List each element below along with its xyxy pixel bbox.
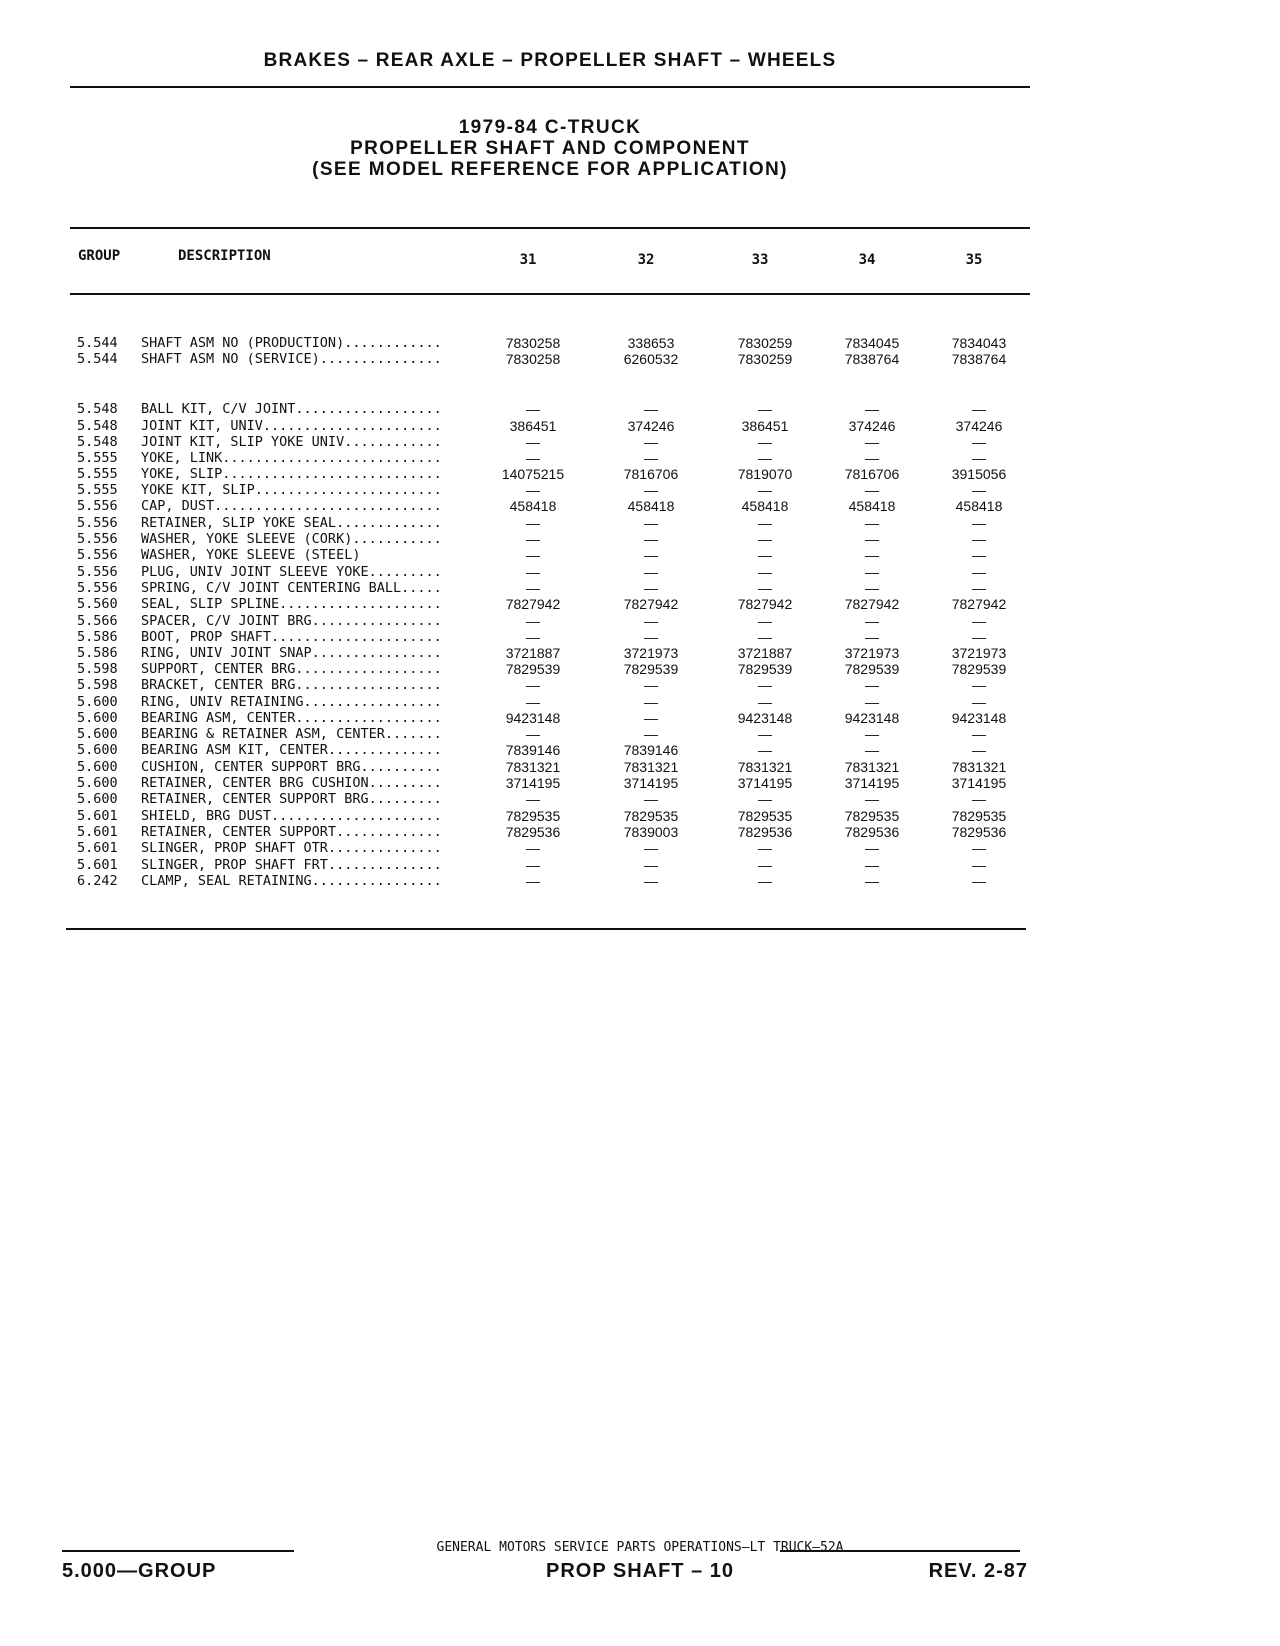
part-number-col-33: 7829539 [737,661,793,677]
part-number-col-34: 374246 [848,418,896,434]
part-number-col-35: — [972,726,986,742]
part-number-col-32: — [644,791,658,807]
group-number: 5.586 [77,645,118,661]
part-description: RING, UNIV RETAINING................. [141,694,442,710]
part-number-col-31: 3721887 [505,645,561,661]
column-header-31: 31 [519,252,537,268]
group-number: 5.556 [77,515,118,531]
part-description: RETAINER, CENTER SUPPORT BRG......... [141,791,442,807]
part-description: SHIELD, BRG DUST..................... [141,808,442,824]
group-number: 5.544 [77,335,118,351]
footer-group-label: 5.000—GROUP [62,1560,217,1582]
part-number-col-32: 7816706 [623,466,679,482]
table-row [0,775,1280,792]
part-number-col-35: 458418 [955,498,1003,514]
table-row [0,824,1280,841]
table-row [0,547,1280,564]
part-description: RETAINER, CENTER BRG CUSHION......... [141,775,442,791]
part-description: JOINT KIT, UNIV...................... [141,418,442,434]
part-number-col-33: — [758,694,772,710]
part-number-col-34: 7834045 [844,335,900,351]
table-row [0,645,1280,662]
part-number-col-34: — [865,742,879,758]
table-row [0,742,1280,759]
part-number-col-34: 7816706 [844,466,900,482]
part-number-col-32: 7829539 [623,661,679,677]
group-number: 5.555 [77,466,118,482]
group-number: 5.566 [77,613,118,629]
footer-publisher-line: GENERAL MOTORS SERVICE PARTS OPERATIONS—LT TRUCK—52A [436,1540,844,1555]
table-row [0,418,1280,435]
part-number-col-32: — [644,710,658,726]
part-number-col-34: 7829539 [844,661,900,677]
part-number-col-33: 7829535 [737,808,793,824]
table-row [0,661,1280,678]
table-row [0,759,1280,776]
part-number-col-32: 374246 [627,418,675,434]
part-number-col-31: 14075215 [501,466,565,482]
part-number-col-35: 7829539 [951,661,1007,677]
part-description: BALL KIT, C/V JOINT.................. [141,401,442,417]
part-number-col-31: — [526,515,540,531]
part-number-col-35: 7831321 [951,759,1007,775]
part-number-col-32: — [644,515,658,531]
part-number-col-32: — [644,840,658,856]
part-number-col-31: 7830258 [505,335,561,351]
part-number-col-31: — [526,564,540,580]
part-number-col-32: — [644,531,658,547]
part-description: SUPPORT, CENTER BRG.................. [141,661,442,677]
part-number-col-32: — [644,629,658,645]
part-number-col-35: — [972,401,986,417]
group-number: 5.556 [77,531,118,547]
part-number-col-33: — [758,840,772,856]
part-number-col-31: 3714195 [505,775,561,791]
part-number-col-32: — [644,677,658,693]
part-description: BEARING ASM, CENTER.................. [141,710,442,726]
part-number-col-31: 7830258 [505,351,561,367]
group-number: 5.601 [77,824,118,840]
part-number-col-31: — [526,677,540,693]
table-row [0,694,1280,711]
part-number-col-32: — [644,694,658,710]
part-number-col-34: — [865,515,879,531]
part-description: YOKE KIT, SLIP....................... [141,482,442,498]
table-row [0,677,1280,694]
title-line-3: (SEE MODEL REFERENCE FOR APPLICATION) [312,159,788,180]
column-header-35: 35 [965,252,983,268]
part-number-col-35: 7829536 [951,824,1007,840]
part-number-col-33: 7827942 [737,596,793,612]
table-row [0,710,1280,727]
column-header-32: 32 [637,252,655,268]
part-number-col-35: — [972,677,986,693]
table-row [0,580,1280,597]
part-number-col-35: 7838764 [951,351,1007,367]
part-number-col-32: — [644,450,658,466]
table-row [0,498,1280,515]
part-number-col-31: 7831321 [505,759,561,775]
part-description: WASHER, YOKE SLEEVE (STEEL) [141,547,361,563]
part-number-col-35: — [972,873,986,889]
table-row [0,726,1280,743]
part-number-col-31: — [526,482,540,498]
group-number: 5.600 [77,694,118,710]
part-number-col-34: — [865,613,879,629]
table-row [0,434,1280,451]
part-number-col-31: — [526,873,540,889]
column-header-33: 33 [751,252,769,268]
part-number-col-34: — [865,677,879,693]
part-description: PLUG, UNIV JOINT SLEEVE YOKE......... [141,564,442,580]
part-number-col-32: — [644,434,658,450]
part-number-col-35: — [972,515,986,531]
part-number-col-33: — [758,629,772,645]
part-number-col-33: — [758,857,772,873]
part-number-col-34: — [865,726,879,742]
part-number-col-34: 3721973 [844,645,900,661]
part-number-col-34: — [865,580,879,596]
part-description: RETAINER, SLIP YOKE SEAL............. [141,515,442,531]
part-number-col-32: 7839003 [623,824,679,840]
part-description: WASHER, YOKE SLEEVE (CORK)........... [141,531,442,547]
group-number: 5.600 [77,775,118,791]
part-number-col-34: 3714195 [844,775,900,791]
part-number-col-32: 7827942 [623,596,679,612]
group-number: 5.600 [77,742,118,758]
part-number-col-33: 7830259 [737,335,793,351]
part-number-col-34: — [865,401,879,417]
part-number-col-31: — [526,791,540,807]
footer-revision-label: REV. 2-87 [928,1560,1028,1582]
part-number-col-31: — [526,857,540,873]
part-number-col-34: — [865,694,879,710]
part-number-col-32: 7839146 [623,742,679,758]
group-number: 5.600 [77,791,118,807]
group-number: 5.601 [77,857,118,873]
part-number-col-35: — [972,694,986,710]
part-description: SLINGER, PROP SHAFT FRT.............. [141,857,442,873]
part-number-col-35: 7827942 [951,596,1007,612]
part-number-col-31: — [526,434,540,450]
part-description: CLAMP, SEAL RETAINING................ [141,873,442,889]
description-column-header: DESCRIPTION [178,248,271,264]
part-description: SPACER, C/V JOINT BRG................ [141,613,442,629]
part-description: JOINT KIT, SLIP YOKE UNIV............ [141,434,442,450]
part-number-col-32: 458418 [627,498,675,514]
table-row [0,629,1280,646]
group-number: 5.600 [77,710,118,726]
part-number-col-34: — [865,840,879,856]
table-bottom-rule [66,928,1026,930]
part-number-col-31: 7839146 [505,742,561,758]
part-description: CUSHION, CENTER SUPPORT BRG.......... [141,759,442,775]
title-line-2: PROPELLER SHAFT AND COMPONENT [350,138,750,159]
part-number-col-31: 7827942 [505,596,561,612]
footer-page-label: PROP SHAFT – 10 [545,1560,735,1582]
group-number: 5.548 [77,401,118,417]
part-number-col-33: — [758,450,772,466]
table-top-rule [70,227,1030,229]
part-number-col-33: 7830259 [737,351,793,367]
group-column-header: GROUP [78,248,121,264]
part-number-col-32: — [644,547,658,563]
part-number-col-33: — [758,531,772,547]
part-number-col-31: — [526,840,540,856]
part-number-col-35: — [972,564,986,580]
group-number: 5.600 [77,726,118,742]
part-description: SHAFT ASM NO (PRODUCTION)............ [141,335,442,351]
part-number-col-34: — [865,482,879,498]
part-number-col-31: — [526,726,540,742]
group-number: 5.598 [77,677,118,693]
part-number-col-34: 7831321 [844,759,900,775]
part-number-col-35: 3721973 [951,645,1007,661]
part-number-col-33: 3714195 [737,775,793,791]
group-number: 5.555 [77,482,118,498]
part-number-col-32: 3714195 [623,775,679,791]
part-number-col-33: — [758,742,772,758]
table-row [0,335,1280,352]
part-number-col-31: — [526,694,540,710]
part-description: YOKE, LINK........................... [141,450,442,466]
group-number: 5.555 [77,450,118,466]
part-number-col-32: — [644,613,658,629]
part-number-col-33: 3721887 [737,645,793,661]
part-number-col-35: — [972,857,986,873]
title-line-1: 1979-84 C-TRUCK [458,117,642,138]
part-number-col-33: — [758,791,772,807]
part-number-col-33: — [758,677,772,693]
part-description: SLINGER, PROP SHAFT OTR.............. [141,840,442,856]
table-row [0,873,1280,890]
group-number: 5.598 [77,661,118,677]
part-number-col-33: 7831321 [737,759,793,775]
part-number-col-33: 9423148 [737,710,793,726]
part-number-col-33: — [758,401,772,417]
table-row [0,564,1280,581]
part-number-col-35: 3915056 [951,466,1007,482]
part-number-col-34: — [865,873,879,889]
part-number-col-31: — [526,531,540,547]
part-number-col-34: 7829536 [844,824,900,840]
part-number-col-31: 7829536 [505,824,561,840]
part-number-col-34: 7827942 [844,596,900,612]
part-number-col-34: 7838764 [844,351,900,367]
banner-rule [70,86,1030,88]
part-number-col-33: 7829536 [737,824,793,840]
part-number-col-32: 7829535 [623,808,679,824]
part-number-col-31: 386451 [509,418,557,434]
page-title [140,117,960,180]
table-row [0,450,1280,467]
part-description: BEARING ASM KIT, CENTER.............. [141,742,442,758]
table-row [0,613,1280,630]
table-row [0,482,1280,499]
part-number-col-31: — [526,580,540,596]
part-number-col-35: — [972,613,986,629]
part-description: BRACKET, CENTER BRG.................. [141,677,442,693]
part-number-col-34: — [865,564,879,580]
part-number-col-35: 7829535 [951,808,1007,824]
part-number-col-35: 7834043 [951,335,1007,351]
part-number-col-35: — [972,531,986,547]
part-number-col-32: 3721973 [623,645,679,661]
part-number-col-33: — [758,482,772,498]
part-number-col-35: — [972,434,986,450]
part-number-col-33: — [758,613,772,629]
part-number-col-35: — [972,791,986,807]
part-number-col-33: — [758,580,772,596]
part-number-col-32: — [644,482,658,498]
table-row [0,808,1280,825]
part-description: SEAL, SLIP SPLINE.................... [141,596,442,612]
part-number-col-34: 458418 [848,498,896,514]
part-number-col-32: — [644,873,658,889]
part-description: YOKE, SLIP........................... [141,466,442,482]
part-number-col-34: — [865,531,879,547]
part-number-col-33: — [758,726,772,742]
part-number-col-32: 338653 [627,335,675,351]
column-header-34: 34 [858,252,876,268]
group-number: 5.548 [77,418,118,434]
header-bottom-rule [70,293,1030,295]
part-number-col-32: — [644,857,658,873]
group-number: 5.556 [77,547,118,563]
part-number-col-33: 458418 [741,498,789,514]
part-number-col-32: — [644,726,658,742]
part-number-col-32: 7831321 [623,759,679,775]
part-number-col-35: — [972,742,986,758]
group-number: 5.560 [77,596,118,612]
part-description: SPRING, C/V JOINT CENTERING BALL..... [141,580,442,596]
part-number-col-33: — [758,547,772,563]
group-number: 5.586 [77,629,118,645]
group-number: 5.544 [77,351,118,367]
part-number-col-34: — [865,791,879,807]
part-number-col-31: — [526,629,540,645]
table-row [0,401,1280,418]
part-number-col-32: 6260532 [623,351,679,367]
part-number-col-31: — [526,613,540,629]
group-number: 5.548 [77,434,118,450]
group-number: 5.600 [77,759,118,775]
part-number-col-34: 9423148 [844,710,900,726]
part-number-col-34: — [865,857,879,873]
part-description: BOOT, PROP SHAFT..................... [141,629,442,645]
part-description: RING, UNIV JOINT SNAP................ [141,645,442,661]
part-number-col-31: — [526,401,540,417]
part-number-col-34: — [865,434,879,450]
part-number-col-35: — [972,580,986,596]
table-row [0,596,1280,613]
group-number: 6.242 [77,873,118,889]
part-description: BEARING & RETAINER ASM, CENTER....... [141,726,442,742]
part-number-col-35: — [972,629,986,645]
group-number: 5.601 [77,808,118,824]
part-number-col-33: — [758,434,772,450]
table-row [0,466,1280,483]
table-row [0,531,1280,548]
part-number-col-34: — [865,450,879,466]
part-description: CAP, DUST............................ [141,498,442,514]
group-number: 5.601 [77,840,118,856]
section-banner: BRAKES – REAR AXLE – PROPELLER SHAFT – WHEELS [263,50,837,71]
part-number-col-33: — [758,564,772,580]
part-number-col-33: 7819070 [737,466,793,482]
table-row [0,515,1280,532]
part-description: SHAFT ASM NO (SERVICE)............... [141,351,442,367]
part-number-col-31: — [526,547,540,563]
part-number-col-34: — [865,629,879,645]
part-number-col-34: 7829535 [844,808,900,824]
part-number-col-33: — [758,873,772,889]
part-number-col-31: 458418 [509,498,557,514]
part-number-col-32: — [644,401,658,417]
group-number: 5.556 [77,498,118,514]
part-number-col-35: 3714195 [951,775,1007,791]
part-number-col-31: 7829539 [505,661,561,677]
part-number-col-33: — [758,515,772,531]
group-number: 5.556 [77,580,118,596]
part-description: RETAINER, CENTER SUPPORT............. [141,824,442,840]
part-number-col-32: — [644,580,658,596]
part-number-col-31: 9423148 [505,710,561,726]
group-number: 5.556 [77,564,118,580]
part-number-col-35: — [972,482,986,498]
part-number-col-35: — [972,547,986,563]
part-number-col-35: 9423148 [951,710,1007,726]
part-number-col-32: — [644,564,658,580]
part-number-col-31: 7829535 [505,808,561,824]
table-row [0,351,1280,368]
part-number-col-35: 374246 [955,418,1003,434]
table-row [0,840,1280,857]
table-row [0,791,1280,808]
part-number-col-33: 386451 [741,418,789,434]
part-number-col-35: — [972,450,986,466]
part-number-col-35: — [972,840,986,856]
table-row [0,857,1280,874]
part-number-col-34: — [865,547,879,563]
part-number-col-31: — [526,450,540,466]
